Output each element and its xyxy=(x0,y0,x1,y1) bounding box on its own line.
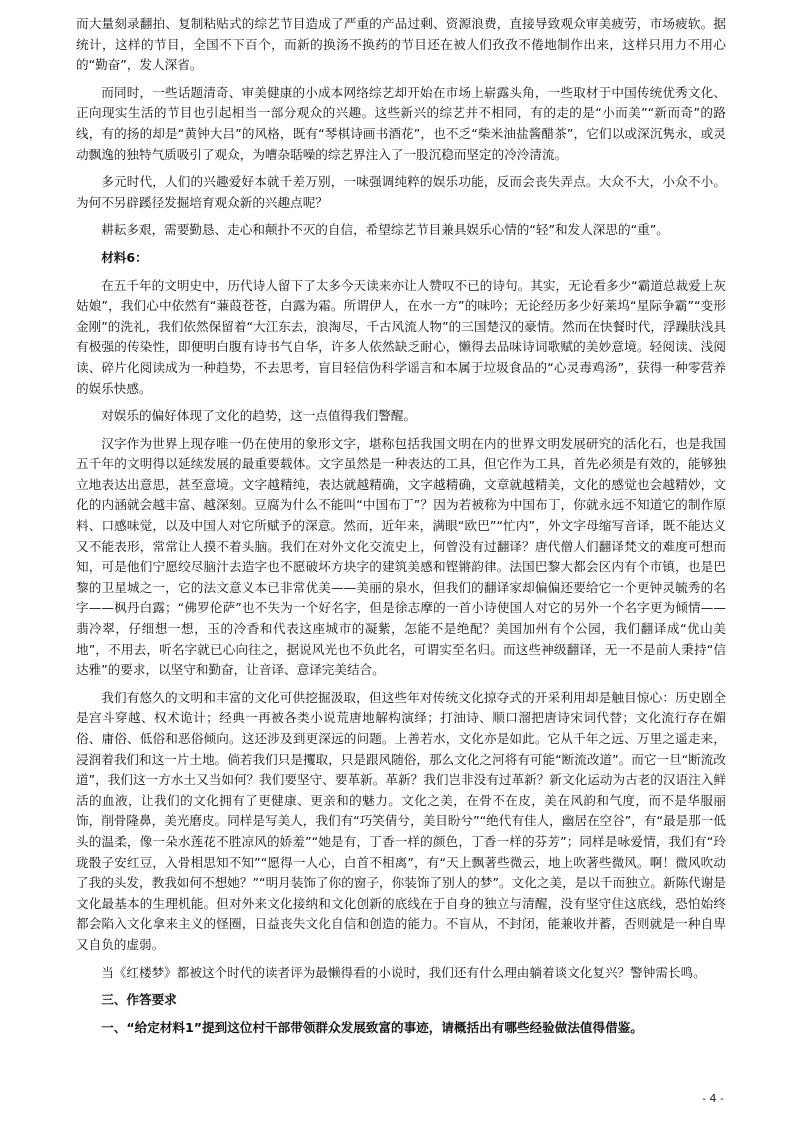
section-heading-material-6: 材料6： xyxy=(101,249,148,265)
paragraph: 多元时代，人们的兴趣爱好本就千差万别，一味强调纯粹的娱乐功能，反而会丧失弄点。大众不大，小众不小。为何不另辟蹊径发掘培育观众新的兴趣点呢？ xyxy=(76,174,726,210)
paragraph: 在五千年的文明史中，历代诗人留下了太多今天读来亦让人赞叹不已的诗句。其实，无论看多少“霸道总裁爱上灰姑娘”，我们心中依然有“蒹葭苍苍，白露为霜。所谓伊人，在水一方”的味吟；无论经历多少好莱坞“星际争霸”“变形金刚”的洗礼，我们依然保留着“大江东去，浪淘尽，千古风流人物”的三国楚汉的豪情。然而在快餐时代，浮躁肤浅具有极强的传染性，即便明白腹有诗书气自华，许多人依然缺乏耐心，懒得去品味诗词歌赋的美妙意境。轻阅读、浅阅读、碎片化阅读成为一种趋势，不去思考，盲目轻信伪科学谣言和本属于垃圾食品的“心灵毒鸡汤”，获得一种零营养的娱乐快感。 xyxy=(76,277,726,396)
paragraph: 对娱乐的偏好体现了文化的趋势，这一点值得我们警醒。 xyxy=(101,408,417,424)
question-1: 一、“给定材料1”提到这位村干部带领群众发展致富的事迹，请概括出有哪些经验做法值得借鉴。 xyxy=(101,1019,643,1035)
paragraph: 汉字作为世界上现存唯一仍在使用的象形文字，堪称包括我国文明在内的世界文明发展研究的活化石，也是我国五千年的文明得以延续发展的最重要载体。文字虽然是一种表达的工具，但它作为工具，首先必须是有效的，能够独立地表达出意思，甚至意境。文字越精纯，表达就越精确，文字越精确，文章就越精美，文化的感觉也会越精妙，文化的内涵就会越丰富、越深刻。豆腐为什么不能叫“中国布丁”？因为若被称为中国布丁，你就永远不知道它的制作原料、口感味觉，以及中国人对它所赋予的深意。然而，近年来，满眼“欧巴”“忙内”，外文字母缩写音译，既不能达义又不能表形，常常让人摸不着头脑。我们在对外文化交流史上，何曾没有过翻译？唐代僧人们翻译梵文的难度可想而知，可是他们宁愿绞尽脑汁去造字也不愿破坏方块字的建筑美感和铿锵韵律。法国巴黎大都会区内有个市镇，也是巴黎的卫星城之一，它的法文意义本已非常优美——美丽的泉水，但我们的翻译家却偏偏还要给它一个更钟灵毓秀的名字——枫丹白露；“佛罗伦萨”也不失为一个好名字，但是徐志摩的一首小诗使国人对它的另外一个名字更为倾情——翡冷翠，仔细想一想，玉的冷香和代表这座城市的凝紫，怎能不是绝配？美国加州有个公园，我们翻译成“优山美地”，不用去，听名字就已心向往之，据说风光也不负此名，可谓实至名归。而这些神级翻译，无一不是前人秉持“信达雅”的要求，以坚守和勤奋，让音译、意译完美结合。 xyxy=(76,435,726,678)
page-number: - 4 - xyxy=(702,1092,724,1105)
document-page xyxy=(76,14,726,1038)
paragraph: 而同时，一些话题清奇、审美健康的小成本网络综艺却开始在市场上崭露头角，一些取材于中国传统优秀文化、正向现实生活的节目也引起相当一部分观众的兴趣。这些新兴的综艺并不相同，有的走的是“小而美”“新而奇”的路线，有的扬的却是“黄钟大吕”的风格，既有“琴棋诗画书酒花”，也不乏“柴米油盐酱醋茶”，它们以或深沉隽永，或灵动飘逸的独特气质吸引了观众，为嘈杂聒噪的综艺界注入了一股沉稳而坚定的冷泠清流。 xyxy=(76,84,726,162)
paragraph: 我们有悠久的文明和丰富的文化可供挖掘汲取，但这些年对传统文化掠夺式的开采利用却是触目惊心：历史剧全是宫斗穿越、权术诡计；经典一再被各类小说荒唐地解构演绎；打油诗、顺口溜把唐诗宋词代替；文化流行存在媚俗、庸俗、低俗和恶俗倾向。这还涉及到更深远的问题。上善若水，文化亦是如此。它从千年之远、万里之遥走来，浸润着我们和这一片土地。倘若我们只是攫取，只是跟风随俗，那么文化之河将有可能“断流改道”。而它一旦“断流改道”，我们这一方水土又当如何？我们要坚守、要革新。革新？我们岂非没有过革新？新文化运动为古老的汉语注入鲜活的血液，让我们的文化拥有了更健康、更亲和的魅力。文化之美，在骨不在皮，美在风韵和气度，而不是华服丽饰，削骨隆鼻，美光磨皮。同样是写美人，我们有“巧笑倩兮，美目盼兮”“绝代有佳人，幽居在空谷”，有“最是那一低头的温柔，像一朵水莲花不胜凉风的娇羞”“她是有，丁香一样的颜色，丁香一样的芬芳”；同样是咏爱情，我们有“玲珑骰子安红豆，入骨相思知不知”“愿得一人心，白首不相离”，有“天上飘著些微云，地上吹著些微风。啊！微风吹动了我的头发，教我如何不想她？”“明月装饰了你的窗子，你装饰了别人的梦”。文化之美，是以千而独立。新陈代谢是文化最基本的生理机能。但对外来文化接纳和文化创新的底线在于自身的独立与清醒，没有坚守住这底线，恐怕始终都会陷入文化拿来主义的怪圈，日益丧失文化自信和创造的能力。不盲从，不封闭，能兼收并蓄，否则就是一种自卑又自负的虚弱。 xyxy=(76,689,726,952)
paragraph: 耕耘多艰，需要勤恳、走心和颠扑不灭的自信，希望综艺节目兼具娱乐心情的“轻”和发人深思的“重”。 xyxy=(101,222,669,238)
section-heading-requirements: 三、作答要求 xyxy=(101,992,177,1008)
paragraph: 而大量刻录翻拍、复制粘贴式的综艺节目造成了严重的产品过剩、资源浪费，直接导致观众审美疲劳，市场疲软。据统计，这样的节目，全国不下百个，而新的换汤不换药的节目还在被人们孜孜不倦地制作出来，这样只用力不用心的“勤奋”，发人深省。 xyxy=(76,16,726,73)
paragraph: 当《红楼梦》都被这个时代的读者评为最懒得看的小说时，我们还有什么理由躺着谈文化复兴？警钟需长鸣。 xyxy=(101,964,706,980)
